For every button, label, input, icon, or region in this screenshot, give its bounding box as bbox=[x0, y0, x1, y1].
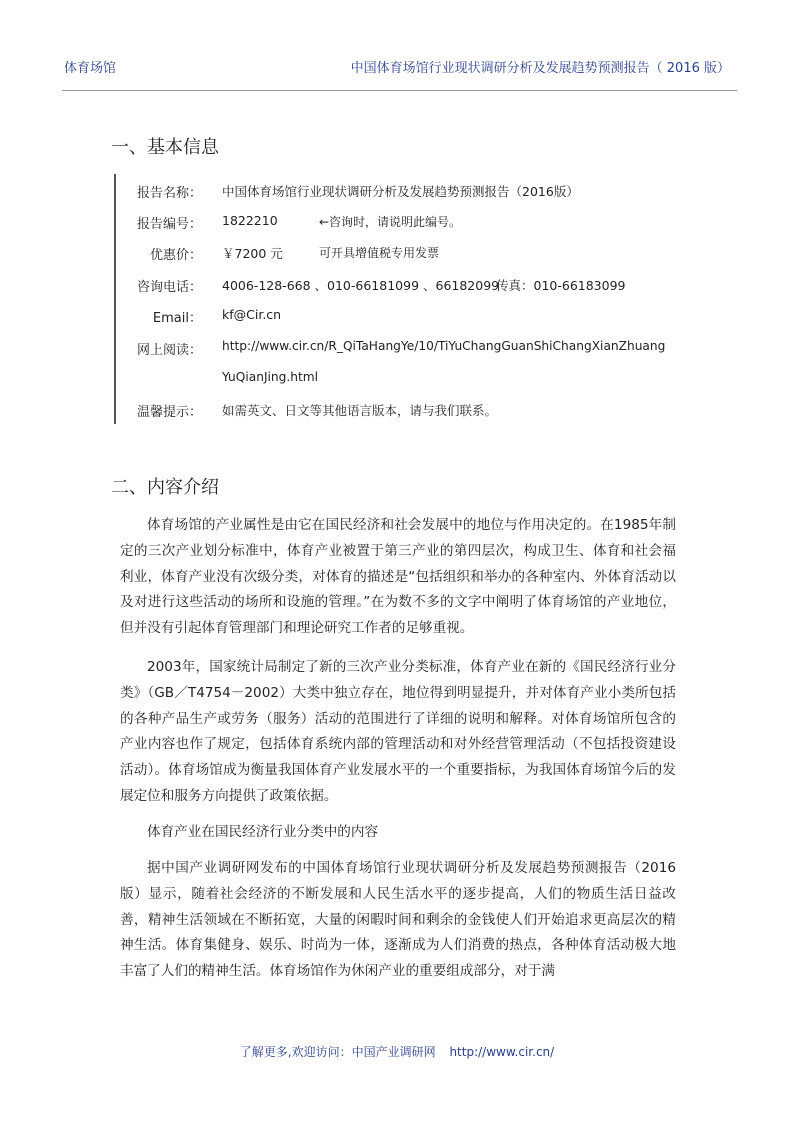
header-divider bbox=[62, 90, 737, 91]
report-name-value: 中国体育场馆行业现状调研分析及发展趋势预测报告（2016版） bbox=[222, 184, 579, 199]
intro-paragraph-2 bbox=[120, 655, 676, 810]
footer-text: 了解更多,欢迎访问：中国产业调研网 bbox=[239, 1045, 436, 1059]
url-link-line1[interactable]: http://www.cir.cn/R_QiTaHangYe/10/TiYuChangGuanShiChangXianZhuang bbox=[222, 339, 666, 353]
header-title-left: 体育场馆 bbox=[64, 61, 117, 76]
tip-value: 如需英文、日文等其他语言版本，请与我们联系。 bbox=[222, 403, 498, 418]
tip-label: 温馨提示： bbox=[136, 405, 202, 420]
report-no-label: 报告编号： bbox=[136, 217, 202, 232]
footer-link[interactable]: http://www.cir.cn/ bbox=[449, 1045, 555, 1059]
phone-label: 咨询电话： bbox=[136, 280, 202, 295]
section-content-intro-title: 二、内容介绍 bbox=[111, 477, 219, 498]
report-no-note: ←咨询时，请说明此编号。 bbox=[319, 215, 462, 229]
email-label: Email： bbox=[152, 311, 202, 326]
paragraph-text: 体育产业在国民经济行业分类中的内容 bbox=[147, 824, 379, 840]
fax-value: 传真：010-66183099 bbox=[496, 278, 626, 293]
header-title-right: 中国体育场馆行业现状调研分析及发展趋势预测报告（ 2016 版） bbox=[350, 61, 730, 76]
intro-paragraph-1 bbox=[120, 513, 676, 642]
price-label: 优惠价： bbox=[149, 248, 202, 263]
paragraph-text: 据中国产业调研网发布的中国体育场馆行业现状调研分析及发展趋势预测报告（2016版）显示，随着社会经济的不断发展和人民生活水平的逐步提高，人们的物质生活日益改善，精神生活领域在不断拓宽，大量的闲暇时间和剩余的金钱使人们开始追求更高层次的精神生活。体育集健身、娱乐、时尚为一体，逐渐成为人们消费的热点，各种体育活动极大地丰富了人们的精神生活。体育场馆作为休闲产业的重要组成部分，对于满 bbox=[120, 860, 676, 980]
intro-paragraph-3 bbox=[120, 820, 676, 846]
paragraph-text: 2003年，国家统计局制定了新的三次产业分类标准，体育产业在新的《国民经济行业分类》（GB／T4754－2002）大类中独立存在，地位得到明显提升，并对体育产业小类所包括的各种产品生产或劳务（服务）活动的范围进行了详细的说明和解释。对体育场馆所包含的产业内容也作了规定，包括体育系统内部的管理活动和对外经营管理活动（不包括投资建设活动）。体育场馆成为衡量我国体育产业发展水平的一个重要指标，为我国体育场馆今后的发展定位和服务方向提供了政策依据。 bbox=[120, 659, 676, 804]
paragraph-text: 体育场馆的产业属性是由它在国民经济和社会发展中的地位与作用决定的。在1985年制定的三次产业划分标准中，体育产业被置于第三产业的第四层次，构成卫生、体育和社会福利业，体育产业没有次级分类，对体育的描述是“包括组织和举办的各种室内、外体育活动以及对进行这些活动的场所和设施的管理。”在为数不多的文字中阐明了体育场馆的产业地位，但并没有引起体育管理部门和理论研究工作者的足够重视。 bbox=[120, 517, 676, 637]
url-link-line2[interactable]: YuQianJing.html bbox=[222, 370, 319, 384]
page-footer bbox=[0, 1043, 794, 1060]
intro-paragraph-4 bbox=[120, 856, 676, 985]
email-value[interactable]: kf@Cir.cn bbox=[222, 307, 282, 322]
url-label: 网上阅读： bbox=[136, 343, 202, 358]
basic-info-box bbox=[114, 174, 696, 424]
section-basic-info-title: 一、基本信息 bbox=[111, 137, 219, 158]
price-note: 可开具增值税专用发票 bbox=[319, 246, 440, 260]
report-no-value: 1822210 bbox=[222, 213, 278, 228]
report-name-label: 报告名称： bbox=[136, 186, 202, 201]
phone-value: 4006-128-668 、010-66181099 、66182099 bbox=[222, 278, 500, 293]
price-value: ￥7200 元 bbox=[222, 246, 283, 261]
